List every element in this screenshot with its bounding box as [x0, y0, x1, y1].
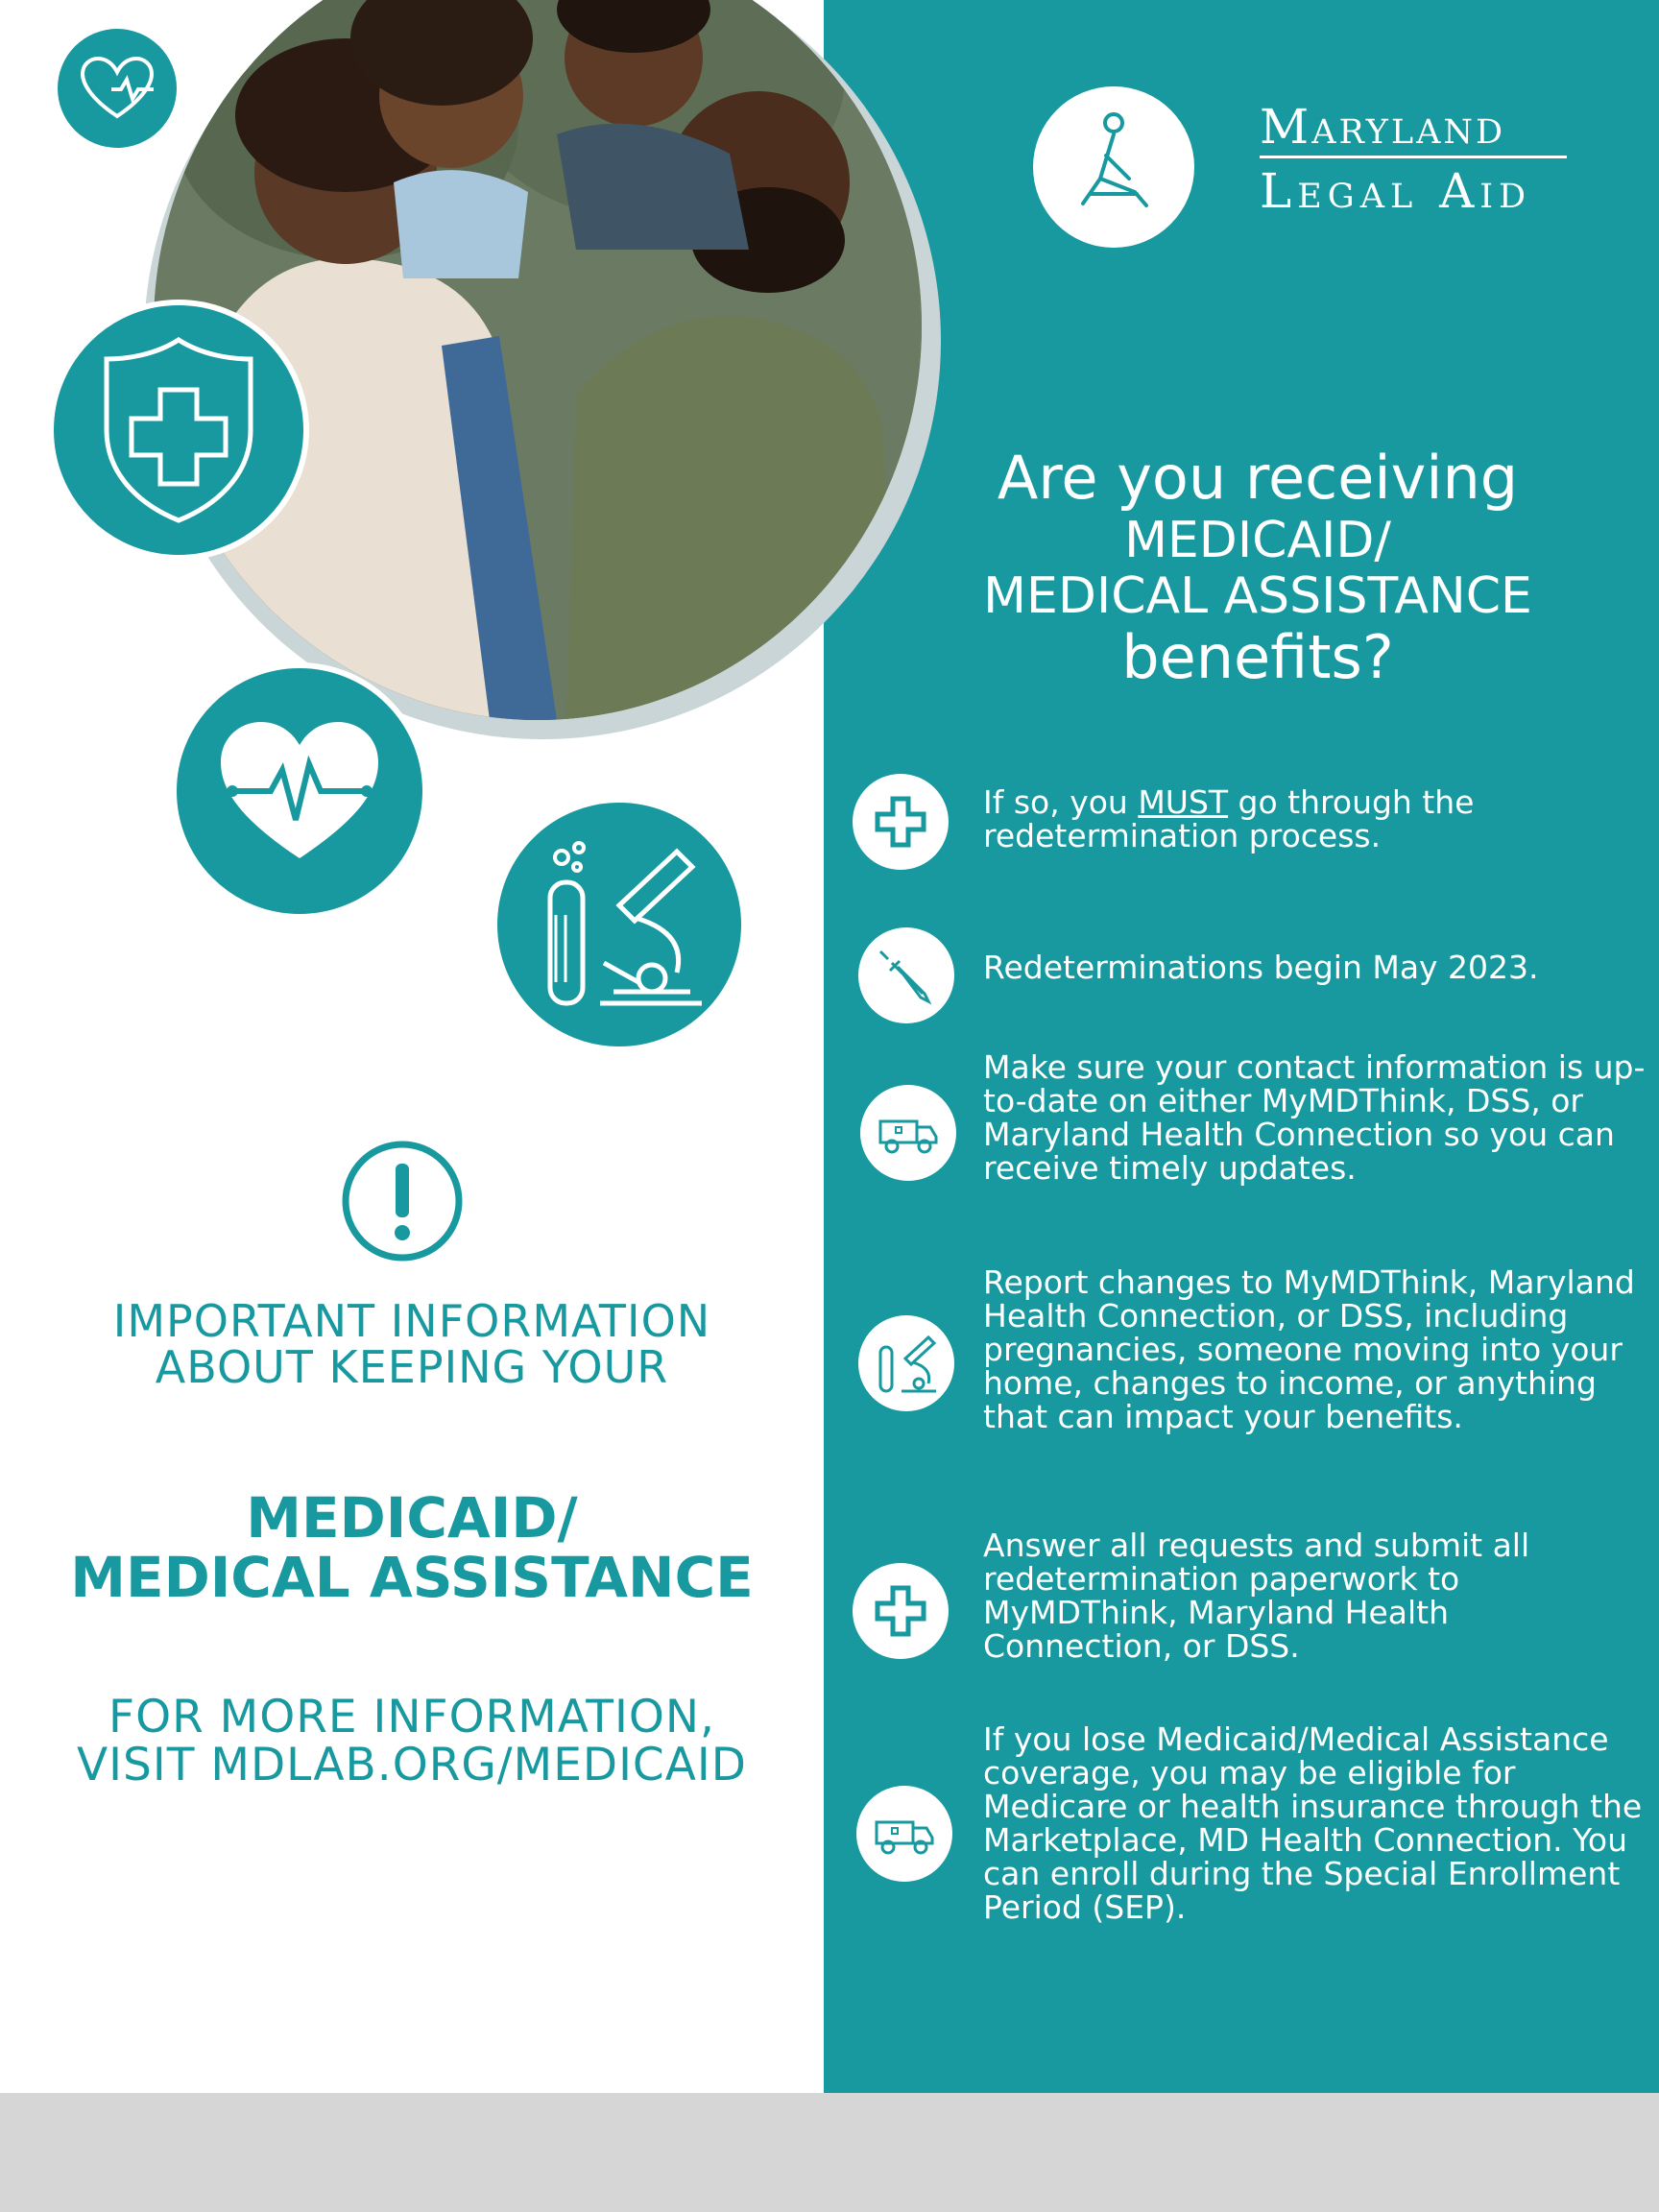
item-5-text: Answer all requests and submit all redetermination paperwork to MyMDThink, Maryland Health Connection, or DSS.	[983, 1527, 1530, 1665]
heart-monitor-icon	[171, 662, 428, 920]
cross-icon	[853, 1563, 949, 1659]
footer-band	[0, 2093, 1659, 2212]
item-4-text: Report changes to MyMDThink, Maryland Health Connection, or DSS, including pregnancies, someone moving into your home, changes to income, or anything that can impact your benefits.	[983, 1263, 1635, 1435]
more-info-line-1: FOR MORE INFORMATION,	[108, 1691, 715, 1743]
important-line-2: ABOUT KEEPING YOUR	[155, 1341, 669, 1393]
more-info	[0, 1691, 824, 1791]
syringe-icon	[858, 927, 954, 1023]
medicaid-title	[0, 1485, 824, 1610]
microscope-icon	[492, 797, 747, 1052]
microscope-icon	[858, 1315, 954, 1411]
cross-icon	[853, 774, 949, 870]
logo-rule	[1260, 156, 1567, 158]
logo-line-1: Maryland	[1260, 99, 1506, 155]
headline-line-3: MEDICAL ASSISTANCE	[983, 567, 1532, 625]
item-1-pre: If so, you	[983, 783, 1139, 821]
important-line-1: IMPORTANT INFORMATION	[112, 1295, 711, 1347]
medicaid-title-line-1: MEDICAID/	[246, 1485, 578, 1551]
headline-line-2: MEDICAID/	[1124, 512, 1391, 569]
shield-cross-icon	[48, 300, 309, 561]
item-1-emphasis: MUST	[1138, 783, 1229, 821]
item-1-post: go through the redetermination process.	[983, 783, 1475, 854]
headline	[922, 444, 1594, 691]
walking-figure-icon	[1033, 86, 1194, 248]
more-info-link[interactable]: VISIT MDLAB.ORG/MEDICAID	[77, 1739, 747, 1791]
important-heading	[0, 1295, 824, 1393]
exclamation-icon	[340, 1139, 455, 1254]
item-3-text: Make sure your contact information is up-to-date on either MyMDThink, DSS, or Maryland Health Connection so you can receive timely updates.	[983, 1048, 1646, 1187]
ambulance-icon	[860, 1085, 956, 1181]
logo-line-2: Legal Aid	[1260, 163, 1532, 219]
logo-badge	[1033, 86, 1194, 248]
ambulance-icon	[856, 1786, 952, 1882]
item-2-text: Redeterminations begin May 2023.	[983, 949, 1539, 986]
headline-line-1: Are you receiving	[997, 443, 1519, 513]
item-1-text	[983, 785, 1646, 853]
headline-line-4: benefits?	[1121, 622, 1394, 692]
heart-pulse-icon	[58, 29, 177, 148]
logo-wordmark	[1260, 100, 1567, 218]
item-6-text: If you lose Medicaid/Medical Assistance coverage, you may be eligible for Medicare or health insurance through the Marketplace, MD Health Connection. You can enroll during the Special Enrollment Period (SEP).	[983, 1720, 1643, 1926]
medicaid-title-line-2: MEDICAL ASSISTANCE	[70, 1545, 754, 1610]
